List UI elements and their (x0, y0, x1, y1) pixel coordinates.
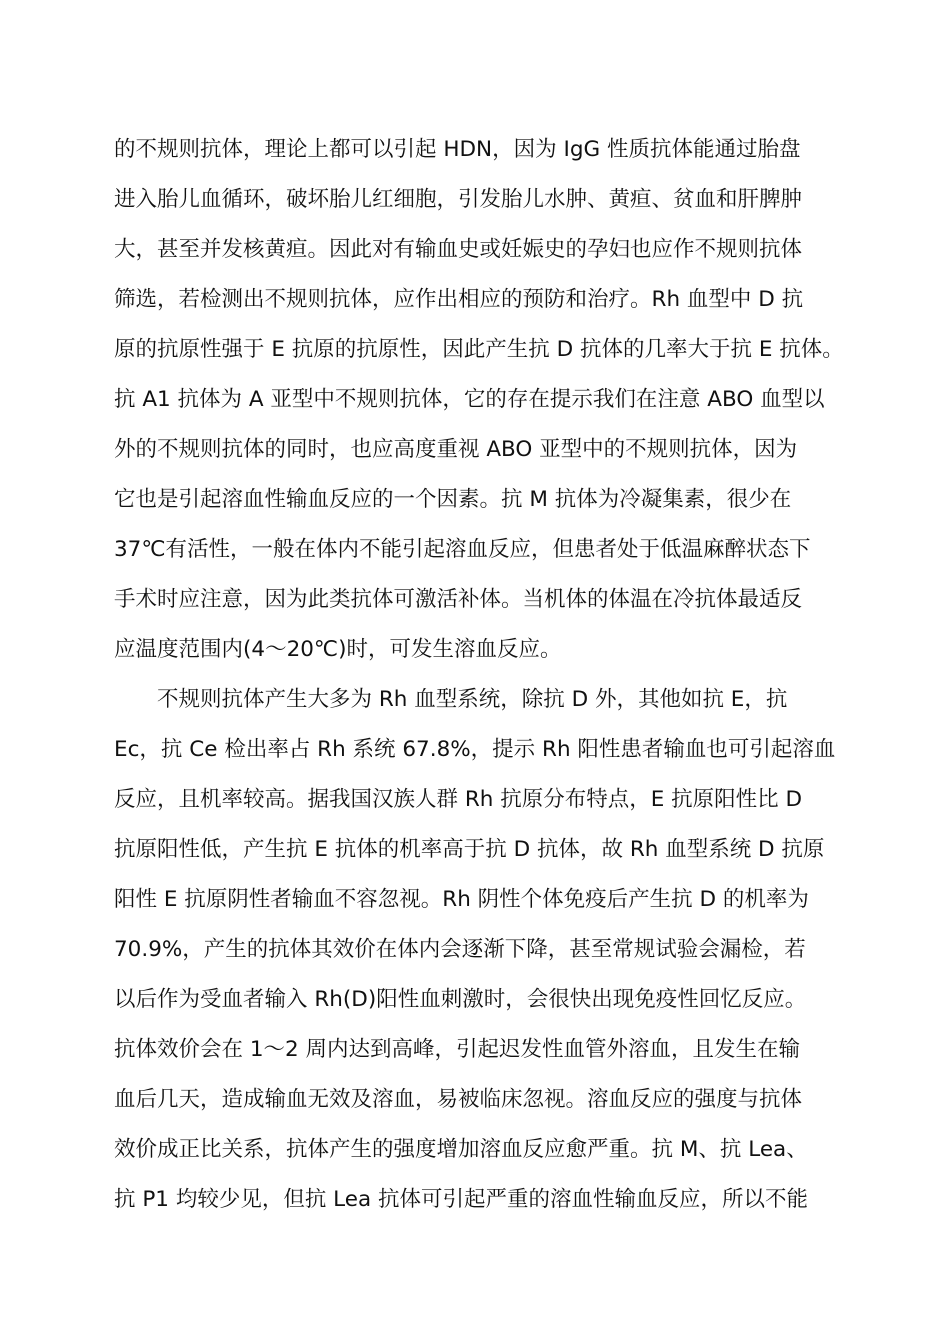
text-line: 抗 P1 均较少见，但抗 Lea 抗体可引起严重的溶血性输血反应，所以不能 (114, 1187, 808, 1212)
text-line: 阳性 E 抗原阴性者输血不容忽视。Rh 阴性个体免疫后产生抗 D 的机率为 (114, 887, 809, 912)
text-line: 抗原阳性低，产生抗 E 抗体的机率高于抗 D 抗体，故 Rh 血型系统 D 抗原 (114, 837, 825, 862)
text-line: 外的不规则抗体的同时，也应高度重视 ABO 亚型中的不规则抗体，因为 (114, 437, 798, 462)
text-line: 筛选，若检测出不规则抗体，应作出相应的预防和治疗。Rh 血型中 D 抗 (114, 287, 804, 312)
paragraph-first-line: 不规则抗体产生大多为 Rh 血型系统，除抗 D 外，其他如抗 E，抗 (157, 687, 788, 712)
text-line: Ec，抗 Ce 检出率占 Rh 系统 67.8%，提示 Rh 阳性患者输血也可引起溶血 (114, 737, 836, 762)
text-line: 它也是引起溶血性输血反应的一个因素。抗 M 抗体为冷凝集素，很少在 (114, 487, 792, 512)
text-line: 效价成正比关系，抗体产生的强度增加溶血反应愈严重。抗 M、抗 Lea、 (114, 1137, 808, 1162)
text-line: 抗体效价会在 1～2 周内达到高峰，引起迟发性血管外溶血，且发生在输 (114, 1037, 801, 1062)
text-line: 血后几天，造成输血无效及溶血，易被临床忽视。溶血反应的强度与抗体 (114, 1087, 803, 1112)
text-line: 应温度范围内(4～20℃)时，可发生溶血反应。 (114, 637, 562, 662)
text-line: 抗 A1 抗体为 A 亚型中不规则抗体，它的存在提示我们在注意 ABO 血型以 (114, 387, 825, 412)
text-line: 以后作为受血者输入 Rh(D)阳性血刺激时，会很快出现免疫性回忆反应。 (114, 987, 807, 1012)
text-line: 原的抗原性强于 E 抗原的抗原性，因此产生抗 D 抗体的几率大于抗 E 抗体。 (114, 337, 844, 362)
text-line: 进入胎儿血循环，破坏胎儿红细胞，引发胎儿水肿、黄疸、贫血和肝脾肿 (114, 187, 803, 212)
text-line: 37℃有活性，一般在体内不能引起溶血反应，但患者处于低温麻醉状态下 (114, 537, 811, 562)
text-line: 手术时应注意，因为此类抗体可激活补体。当机体的体温在冷抗体最适反 (114, 587, 803, 612)
text-line: 大，甚至并发核黄疸。因此对有输血史或妊娠史的孕妇也应作不规则抗体 (114, 237, 803, 262)
text-line: 的不规则抗体，理论上都可以引起 HDN，因为 IgG 性质抗体能通过胎盘 (114, 137, 801, 162)
text-line: 70.9%，产生的抗体其效价在体内会逐渐下降，甚至常规试验会漏检，若 (114, 937, 806, 962)
text-line: 反应，且机率较高。据我国汉族人群 Rh 抗原分布特点，E 抗原阳性比 D (114, 787, 803, 812)
